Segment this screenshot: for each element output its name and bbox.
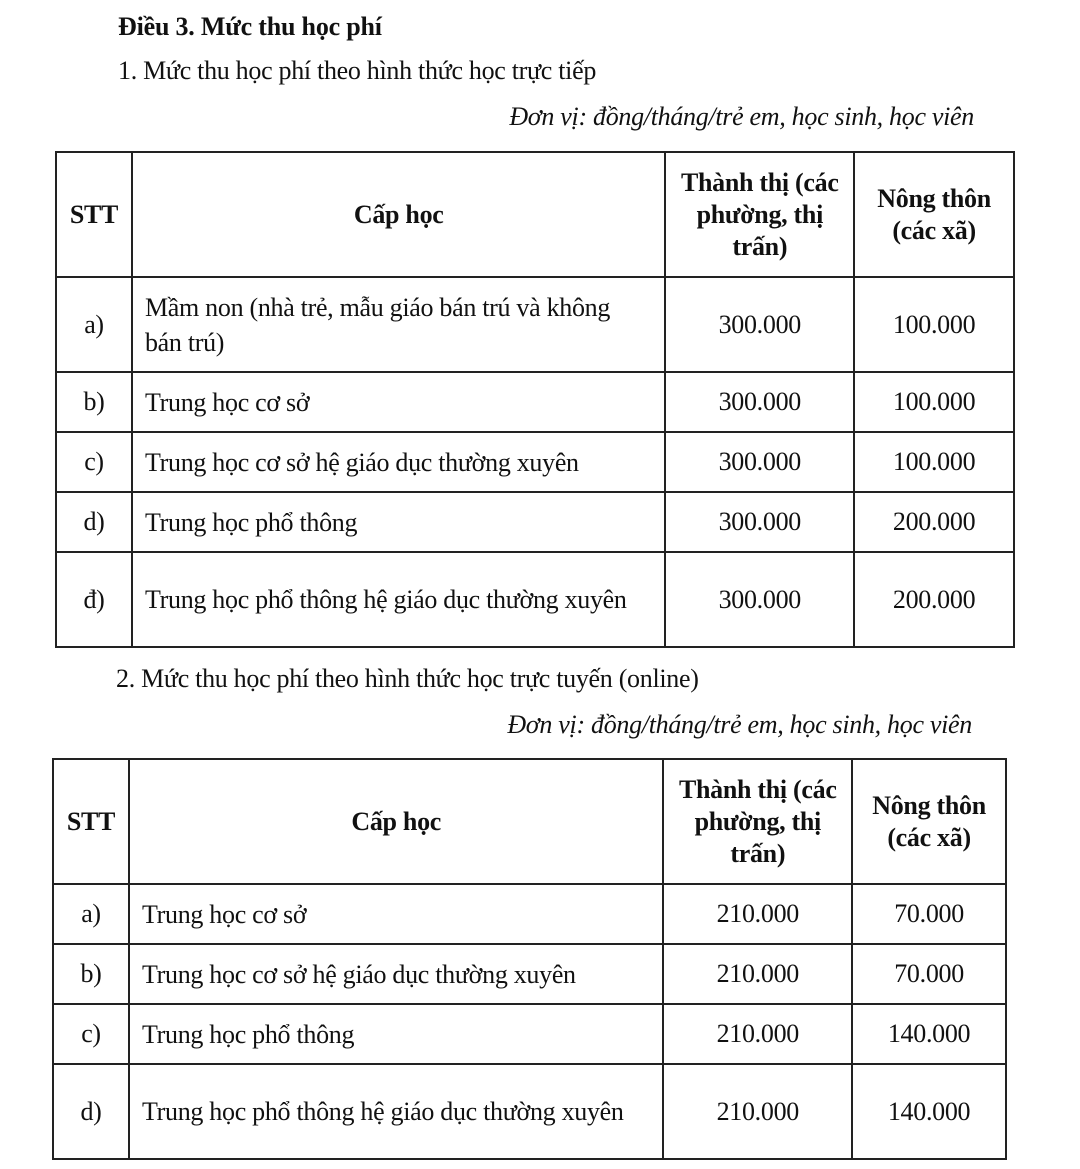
table-row [56,432,1014,492]
header-stt: STT [56,152,132,277]
row-urban-fee: 300.000 [665,277,854,372]
row-level: Trung học cơ sở [129,884,663,944]
row-urban-fee: 300.000 [665,372,854,432]
row-stt: b) [53,944,129,1004]
row-level: Trung học cơ sở hệ giáo dục thường xuyên [132,432,665,492]
row-urban-fee: 300.000 [665,432,854,492]
table-row [53,944,1006,1004]
row-stt: a) [53,884,129,944]
row-urban-fee: 300.000 [665,552,854,647]
row-urban-fee: 210.000 [663,884,852,944]
row-rural-fee: 100.000 [854,432,1014,492]
row-urban-fee: 300.000 [665,492,854,552]
header-stt: STT [53,759,129,884]
row-rural-fee: 200.000 [854,492,1014,552]
header-urban: Thành thị (các phường, thị trấn) [665,152,854,277]
table-row [56,552,1014,647]
row-level: Trung học cơ sở [132,372,665,432]
section-2-unit-note: Đơn vị: đồng/tháng/trẻ em, học sinh, học viên [507,710,972,739]
row-stt: d) [56,492,132,552]
table-row [53,884,1006,944]
row-urban-fee: 210.000 [663,1064,852,1159]
row-stt: c) [56,432,132,492]
row-stt: b) [56,372,132,432]
section-1-unit-note: Đơn vị: đồng/tháng/trẻ em, học sinh, học viên [509,102,974,131]
article-heading: Điều 3. Mức thu học phí [118,12,382,41]
section-1-title: 1. Mức thu học phí theo hình thức học trực tiếp [118,56,597,85]
header-level: Cấp học [129,759,663,884]
row-level: Mầm non (nhà trẻ, mẫu giáo bán trú và không bán trú) [132,277,665,372]
table-row [53,1064,1006,1159]
table-row [56,372,1014,432]
row-rural-fee: 100.000 [854,277,1014,372]
row-rural-fee: 140.000 [852,1004,1006,1064]
row-rural-fee: 100.000 [854,372,1014,432]
row-level: Trung học phổ thông [129,1004,663,1064]
row-urban-fee: 210.000 [663,1004,852,1064]
row-stt: đ) [56,552,132,647]
header-rural: Nông thôn (các xã) [854,152,1014,277]
header-level: Cấp học [132,152,665,277]
row-stt: c) [53,1004,129,1064]
row-rural-fee: 140.000 [852,1064,1006,1159]
header-rural: Nông thôn (các xã) [852,759,1006,884]
table-row [56,277,1014,372]
row-level: Trung học phổ thông hệ giáo dục thường xuyên [132,552,665,647]
table-header-row [56,152,1014,277]
online-tuition-table [52,758,1007,1160]
row-level: Trung học cơ sở hệ giáo dục thường xuyên [129,944,663,1004]
row-urban-fee: 210.000 [663,944,852,1004]
section-2-title: 2. Mức thu học phí theo hình thức học trực tuyến (online) [116,664,699,693]
row-rural-fee: 70.000 [852,944,1006,1004]
direct-tuition-table [55,151,1015,648]
row-rural-fee: 70.000 [852,884,1006,944]
row-stt: a) [56,277,132,372]
row-level: Trung học phổ thông hệ giáo dục thường xuyên [129,1064,663,1159]
row-stt: d) [53,1064,129,1159]
row-rural-fee: 200.000 [854,552,1014,647]
row-level: Trung học phổ thông [132,492,665,552]
header-urban: Thành thị (các phường, thị trấn) [663,759,852,884]
table-row [53,1004,1006,1064]
table-header-row [53,759,1006,884]
table-row [56,492,1014,552]
